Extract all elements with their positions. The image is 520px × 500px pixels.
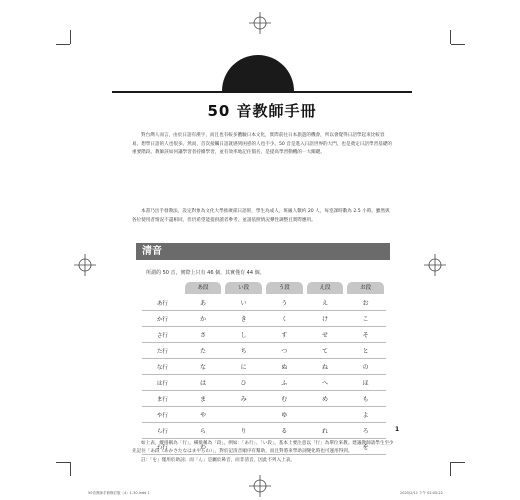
kana-cell: ね	[305, 359, 346, 375]
row-header: さ行	[142, 327, 183, 343]
kana-cell: よ	[345, 407, 386, 423]
kana-cell: れ	[305, 423, 346, 439]
page-title: 50 音教師手冊	[207, 102, 317, 120]
kana-cell: ぬ	[264, 359, 305, 375]
kana-cell: う	[264, 295, 305, 311]
row-header: わ行	[142, 439, 183, 455]
kana-cell: し	[223, 327, 264, 343]
kana-cell: こ	[345, 311, 386, 327]
kana-cell: め	[305, 391, 346, 407]
kana-cell: た	[183, 343, 224, 359]
kana-cell	[223, 407, 264, 423]
title-rule	[112, 91, 412, 93]
table-row	[142, 311, 386, 327]
row-header: な行	[142, 359, 183, 375]
kana-cell: を	[345, 439, 386, 455]
kana-cell: み	[223, 391, 264, 407]
table-row	[142, 295, 386, 311]
section-caption: 所謂的 50 音，實際上只有 46 個，其實僅有 44 個。	[146, 270, 265, 276]
kana-cell: つ	[264, 343, 305, 359]
kana-cell: く	[264, 311, 305, 327]
kana-cell: の	[345, 359, 386, 375]
row-header: あ行	[142, 295, 183, 311]
crop-mark	[450, 30, 451, 44]
crop-mark	[70, 462, 71, 476]
kana-cell: な	[183, 359, 224, 375]
footer-timestamp: 2020/2/11 下午 02:05:22	[400, 491, 443, 495]
kana-cell: お	[345, 295, 386, 311]
kana-cell: ま	[183, 391, 224, 407]
footer-file-info: 50音教師手冊修訂版（4）1-30.indd 1	[88, 491, 150, 495]
kana-cell: け	[305, 311, 346, 327]
row-header: や行	[142, 407, 183, 423]
kana-cell: ほ	[345, 375, 386, 391]
table-row	[142, 407, 386, 423]
kana-cell: か	[183, 311, 224, 327]
column-header: う段	[264, 281, 305, 295]
kana-cell: に	[223, 359, 264, 375]
kana-cell	[305, 407, 346, 423]
crop-mark	[451, 44, 465, 45]
table-row	[142, 375, 386, 391]
column-header: あ段	[183, 281, 224, 295]
notes-block	[132, 440, 394, 465]
kana-cell: は	[183, 375, 224, 391]
intro-paragraph: 本書乃出手發教法，設定對象為文化大學推廣部日語班，學生為成人，班級人數約 20 人，每堂課時數為 2.5 小時。雖然與各位使用者情況不盡相同，但仍希望能提供讀者參考，並請依照情況彈性調整且實際應用。	[132, 209, 390, 223]
kana-cell: ろ	[345, 423, 386, 439]
kana-cell: ふ	[264, 375, 305, 391]
kana-cell: も	[345, 391, 386, 407]
kana-cell: と	[345, 343, 386, 359]
row-header: は行	[142, 375, 183, 391]
table-row	[142, 359, 386, 375]
kana-cell: や	[183, 407, 224, 423]
section-header: 清音	[136, 243, 390, 260]
notes-paragraph: 如上表，縱排稱為「行」，橫排稱為「段」。例如：「あ行」、「い段」，基本上要注意以「行」為單位來教。建議教師請學生至少先記住「あ段（あかさたなはまやらわ）」，對於記清音順序有幫助，而且對將來學助詞變化時也可運用得到。	[132, 441, 394, 455]
row-header: ら行	[142, 423, 183, 439]
kana-cell: て	[305, 343, 346, 359]
crop-mark	[451, 462, 465, 463]
crop-mark	[56, 44, 70, 45]
kana-cell: へ	[305, 375, 346, 391]
kana-cell: す	[264, 327, 305, 343]
table-row	[142, 391, 386, 407]
registration-mark-icon	[74, 254, 96, 276]
column-header: お段	[345, 281, 386, 295]
crop-mark	[450, 462, 451, 476]
row-header: ま行	[142, 391, 183, 407]
kana-cell: さ	[183, 327, 224, 343]
kana-cell: わ	[183, 439, 224, 455]
corner-cell	[142, 281, 183, 295]
crop-mark	[70, 30, 71, 44]
table-row	[142, 423, 386, 439]
kana-cell: ゆ	[264, 407, 305, 423]
kana-cell: ら	[183, 423, 224, 439]
registration-mark-icon	[249, 475, 271, 497]
kana-cell: え	[305, 295, 346, 311]
kana-cell: き	[223, 311, 264, 327]
kana-cell: る	[264, 423, 305, 439]
column-header: え段	[305, 281, 346, 295]
kana-cell: ち	[223, 343, 264, 359]
column-header: い段	[223, 281, 264, 295]
kana-cell: む	[264, 391, 305, 407]
kana-cell: り	[223, 423, 264, 439]
intro-paragraph: 對台灣人而言，由於日語有漢字，而且也有較多體驗日本文化，實際前往日本旅遊的機會，所以會覺得日語學起來比較容易。想學日語的人也很多。然而，首次接觸日語就感到困惑的人也不少。50 音是進入日語世界的大門，也是奠定日語學習基礎的重要階段。教師該如何讓學習者持續學習，並有效率地記住假名，是提高學習動機的一大關鍵。	[132, 133, 392, 156]
table-row	[142, 343, 386, 359]
title-arc-decoration	[222, 55, 294, 91]
kana-cell: い	[223, 295, 264, 311]
registration-mark-icon	[249, 12, 271, 34]
kana-cell: あ	[183, 295, 224, 311]
row-header: た行	[142, 343, 183, 359]
crop-mark	[56, 462, 70, 463]
page-number: 1	[395, 426, 400, 433]
kana-cell: そ	[345, 327, 386, 343]
row-header: か行	[142, 311, 183, 327]
kana-cell: せ	[305, 327, 346, 343]
kana-cell: ひ	[223, 375, 264, 391]
kana-table	[142, 281, 386, 455]
table-row	[142, 327, 386, 343]
registration-mark-icon	[424, 254, 446, 276]
notes-paragraph: 註：「を」僅用於助詞；而「ん」是屬於鼻音，而非清音，因此不列入上表。	[141, 457, 295, 463]
